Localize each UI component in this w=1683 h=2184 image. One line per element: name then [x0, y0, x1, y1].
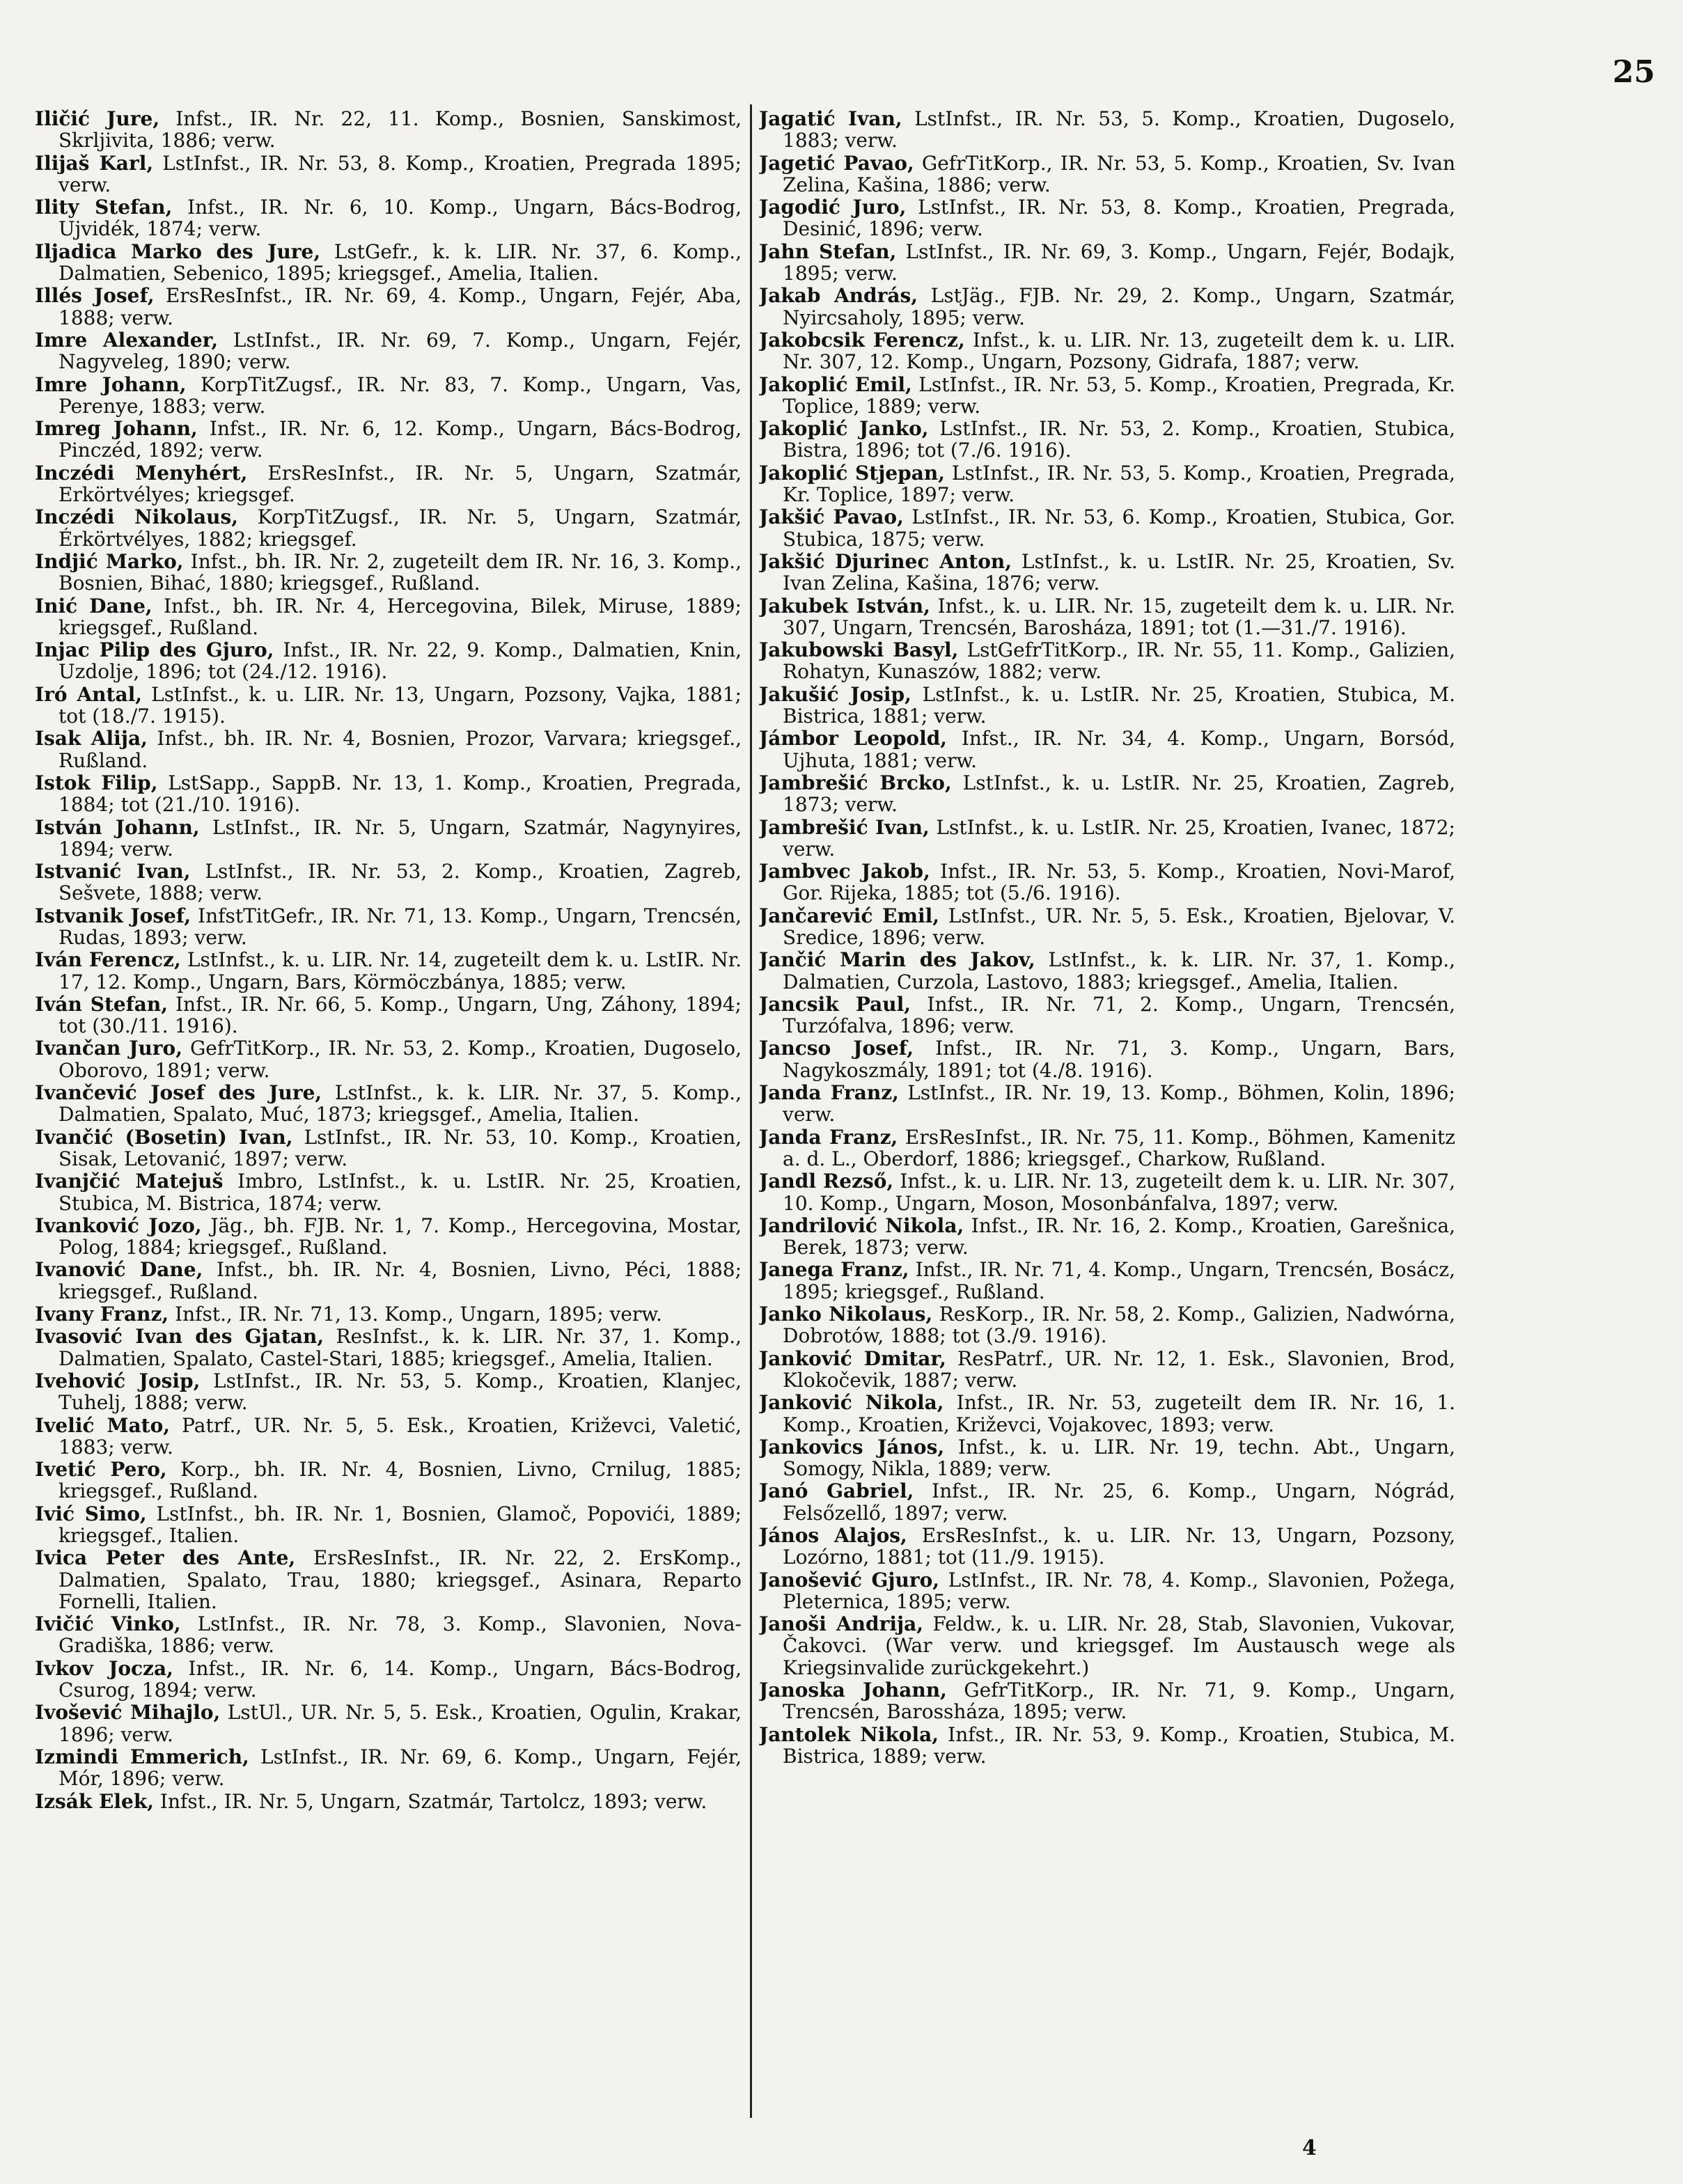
entry-details: InfstTitGefr., IR. Nr. 71, 13. Komp., Ungarn, Trencsén, Rudas, 1893; verw.	[58, 904, 742, 949]
list-entry	[35, 241, 742, 285]
entry-name: Isak Alija,	[35, 727, 148, 751]
entry-details: ErsResInfst., IR. Nr. 22, 2. ErsKomp., Dalmatien, Spalato, Trau, 1880; kriegsgef., Asinara, Reparto Fornelli, Italien.	[58, 1546, 742, 1613]
entry-name: Jambvec Jakob,	[759, 860, 930, 883]
list-entry	[35, 1082, 742, 1126]
entry-name: Ivanjčić Matejuš	[35, 1170, 224, 1193]
entry-details: Infst., IR. Nr. 71, 3. Komp., Ungarn, Bars, Nagykoszmály, 1891; tot (4./8. 1916).	[783, 1037, 1455, 1082]
entry-details: ErsResInfst., IR. Nr. 75, 11. Komp., Böhmen, Kamenitz a. d. L., Oberdorf, 1886; kriegsgef., Charkow, Rußland.	[783, 1125, 1455, 1170]
entry-name: Injac Pilip des Gjuro,	[35, 638, 274, 662]
entry-details: LstJäg., FJB. Nr. 29, 2. Komp., Ungarn, Szatmár, Nyircsaholy, 1895; verw.	[783, 284, 1455, 329]
entry-name: Inczédi Menyhért,	[35, 461, 248, 485]
entry-details: KorpTitZugsf., IR. Nr. 83, 7. Komp., Ungarn, Vas, Perenye, 1883; verw.	[58, 372, 742, 418]
entry-name: Janda Franz,	[759, 1125, 898, 1149]
list-entry	[759, 1348, 1455, 1392]
entry-details: GefrTitKorp., IR. Nr. 71, 9. Komp., Ungarn, Trencsén, Barossháza, 1895; verw.	[783, 1679, 1455, 1724]
list-entry	[35, 1613, 742, 1657]
list-entry	[35, 684, 742, 728]
list-entry	[35, 108, 742, 152]
entry-name: Istvanić Ivan,	[35, 860, 191, 883]
list-entry	[759, 1480, 1455, 1524]
entry-details: ErsResInfst., IR. Nr. 69, 4. Komp., Ungarn, Fejér, Aba, 1888; verw.	[58, 284, 742, 329]
entry-details: Infst., IR. Nr. 66, 5. Komp., Ungarn, Ung, Záhony, 1894; tot (30./11. 1916).	[58, 992, 742, 1038]
list-entry	[759, 949, 1455, 993]
entry-details: Infst., IR. Nr. 53, 5. Komp., Kroatien, Novi-Marof, Gor. Rijeka, 1885; tot (5./6. 1916).	[783, 860, 1455, 905]
entry-name: Jambrešić Ivan,	[759, 815, 930, 839]
list-entry	[35, 196, 742, 240]
list-entry	[35, 1791, 742, 1812]
list-entry	[35, 1459, 742, 1502]
entry-name: Jakušić Josip,	[759, 682, 911, 706]
left-column	[35, 108, 742, 2135]
entry-details: LstGefr., k. k. LIR. Nr. 37, 6. Komp., Dalmatien, Sebenico, 1895; kriegsgef., Amelia, Italien.	[58, 239, 742, 285]
entry-name: Iván Ferencz,	[35, 948, 181, 972]
list-entry	[759, 108, 1455, 152]
entry-details: LstInfst., IR. Nr. 53, 5. Komp., Kroatien, Pregrada, Kr. Toplice, 1897; verw.	[783, 461, 1455, 507]
entry-details: Infst., IR. Nr. 16, 2. Komp., Kroatien, Garešnica, Berek, 1873; verw.	[783, 1213, 1455, 1259]
entry-details: Infst., bh. IR. Nr. 2, zugeteilt dem IR. Nr. 16, 3. Komp., Bosnien, Bihać, 1880; kriegsgef., Rußland.	[58, 549, 742, 595]
entry-name: Ilijaš Karl,	[35, 151, 154, 175]
entry-details: LstInfst., k. u. LIR. Nr. 14, zugeteilt dem k. u. LstIR. Nr. 17, 12. Komp., Ungarn, Bars, Körmöczbánya, 1885; verw.	[58, 948, 742, 993]
list-entry	[759, 993, 1455, 1037]
list-entry	[759, 1303, 1455, 1347]
list-entry	[35, 1658, 742, 1702]
entry-name: Iró Antal,	[35, 682, 142, 706]
list-entry	[35, 551, 742, 595]
list-entry	[759, 1215, 1455, 1259]
entry-name: Izsák Elek,	[35, 1789, 154, 1813]
entry-name: Jagatić Ivan,	[759, 108, 902, 130]
entry-details: LstInfst., IR. Nr. 78, 4. Komp., Slavonien, Požega, Pleternica, 1895; verw.	[783, 1568, 1455, 1613]
entry-details: Infst., IR. Nr. 25, 6. Komp., Ungarn, Nógrád, Felsőzellő, 1897; verw.	[783, 1479, 1455, 1525]
entry-details: Infst., IR. Nr. 6, 14. Komp., Ungarn, Bács-Bodrog, Csurog, 1894; verw.	[58, 1656, 742, 1702]
entry-name: Ivančević Josef des Jure,	[35, 1081, 322, 1105]
entry-name: Jahn Stefan,	[759, 239, 897, 263]
entry-details: Feldw., k. u. LIR. Nr. 28, Stab, Slavonien, Vukovar, Čakovci. (War verw. und kriegsgef. Im Austausch wege als Kriegsinvalide zurückgekehrt.)	[783, 1612, 1455, 1679]
entry-details: LstInfst., IR. Nr. 53, 5. Komp., Kroatien, Dugoselo, 1883; verw.	[783, 108, 1455, 152]
entry-details: LstInfst., IR. Nr. 53, 8. Komp., Kroatien, Pregrada, Desinić, 1896; verw.	[783, 196, 1455, 241]
entry-details: ErsResInfst., IR. Nr. 5, Ungarn, Szatmár, Erkörtvélyes; kriegsgef.	[58, 461, 742, 507]
entry-details: LstInfst., k. k. LIR. Nr. 37, 1. Komp., Dalmatien, Curzola, Lastovo, 1883; kriegsgef., Amelia, Italien.	[783, 948, 1455, 993]
entry-name: Jagodić Juro,	[759, 196, 907, 219]
entry-name: Ivkov Jocza,	[35, 1656, 173, 1680]
entry-name: Imre Johann,	[35, 372, 187, 396]
entry-name: Ivančić (Bosetin) Ivan,	[35, 1125, 293, 1149]
list-entry	[759, 329, 1455, 373]
entry-name: Jakoplić Emil,	[759, 372, 912, 396]
entry-details: LstInfst., IR. Nr. 53, 5. Komp., Kroatien, Pregrada, Kr. Toplice, 1889; verw.	[783, 372, 1455, 418]
entry-name: Ility Stefan,	[35, 196, 173, 219]
entry-details: Jäg., bh. FJB. Nr. 1, 7. Komp., Hercegovina, Mostar, Polog, 1884; kriegsgef., Rußland.	[58, 1213, 742, 1259]
entry-name: Jandrilović Nikola,	[759, 1213, 964, 1237]
entry-details: Infst., IR. Nr. 6, 12. Komp., Ungarn, Bács-Bodrog, Pinczéd, 1892; verw.	[58, 417, 742, 462]
list-entry	[35, 1370, 742, 1414]
list-entry	[759, 152, 1455, 196]
entry-details: Imbro, LstInfst., k. u. LstIR. Nr. 25, Kroatien, Stubica, M. Bistrica, 1874; verw.	[58, 1170, 742, 1215]
list-entry	[759, 861, 1455, 904]
entry-name: Ivanković Jozo,	[35, 1213, 202, 1237]
entry-details: LstInfst., IR. Nr. 53, 6. Komp., Kroatien, Stubica, Gor. Stubica, 1875; verw.	[783, 505, 1455, 551]
entry-name: Janošević Gjuro,	[759, 1568, 940, 1592]
list-entry	[759, 1525, 1455, 1569]
entry-details: Infst., k. u. LIR. Nr. 15, zugeteilt dem k. u. LIR. Nr. 307, Ungarn, Trencsén, Barosháza, 1891; tot (1.—31./7. 1916).	[783, 594, 1455, 639]
entry-name: Ivić Simo,	[35, 1502, 147, 1525]
signature-mark: 4	[1302, 2136, 1317, 2160]
entry-name: Ivošević Mihajlo,	[35, 1701, 221, 1725]
entry-details: LstInfst., IR. Nr. 53, 8. Komp., Kroatien, Pregrada 1895; verw.	[58, 151, 742, 196]
entry-name: Ivasović Ivan des Gjatan,	[35, 1325, 324, 1349]
entry-details: LstInfst., IR. Nr. 69, 6. Komp., Ungarn, Fejér, Mór, 1896; verw.	[58, 1745, 742, 1791]
entry-name: Inczédi Nikolaus,	[35, 505, 238, 529]
entry-details: LstUl., UR. Nr. 5, 5. Esk., Kroatien, Ogulin, Krakar, 1896; verw.	[58, 1701, 742, 1746]
list-entry	[759, 1724, 1455, 1768]
entry-name: Jakoplić Janko,	[759, 417, 929, 441]
entry-name: Jakšić Djurinec Anton,	[759, 549, 1012, 573]
list-entry	[759, 1392, 1455, 1436]
list-entry	[759, 1037, 1455, 1081]
entry-details: LstInfst., IR. Nr. 53, 2. Komp., Kroatien, Zagreb, Sešvete, 1888; verw.	[58, 860, 742, 905]
entry-details: LstSapp., SappB. Nr. 13, 1. Komp., Kroatien, Pregrada, 1884; tot (21./10. 1916).	[58, 771, 742, 817]
entry-details: LstInfst., k. u. LstIR. Nr. 25, Kroatien, Sv. Ivan Zelina, Kašina, 1876; verw.	[783, 549, 1455, 595]
entry-name: Iljadica Marko des Jure,	[35, 239, 321, 263]
entry-name: Jakubowski Basyl,	[759, 638, 959, 662]
list-entry	[35, 329, 742, 373]
entry-details: LstInfst., IR. Nr. 69, 7. Komp., Ungarn, Fejér, Nagyveleg, 1890; verw.	[58, 328, 742, 374]
entry-name: Indjić Marko,	[35, 549, 184, 573]
entry-name: Jandl Rezső,	[759, 1170, 894, 1193]
list-entry	[759, 196, 1455, 240]
entry-details: GefrTitKorp., IR. Nr. 53, 5. Komp., Kroatien, Sv. Ivan Zelina, Kašina, 1886; verw.	[783, 151, 1455, 196]
list-entry	[759, 462, 1455, 506]
list-entry	[759, 905, 1455, 949]
entry-details: LstInfst., IR. Nr. 5, Ungarn, Szatmár, Nagynyires, 1894; verw.	[58, 815, 742, 861]
list-entry	[35, 949, 742, 993]
list-entry	[759, 241, 1455, 285]
list-entry	[759, 506, 1455, 550]
entry-name: Iván Stefan,	[35, 992, 168, 1016]
list-entry	[759, 728, 1455, 771]
entry-name: István Johann,	[35, 815, 200, 839]
entry-details: LstGefrTitKorp., IR. Nr. 55, 11. Komp., Galizien, Rohatyn, Kunaszów, 1882; verw.	[783, 638, 1455, 684]
list-entry	[759, 1259, 1455, 1303]
entry-details: LstInfst., k. u. LstIR. Nr. 25, Kroatien, Ivanec, 1872; verw.	[783, 815, 1455, 861]
list-entry	[759, 1679, 1455, 1723]
entry-details: LstInfst., IR. Nr. 69, 3. Komp., Ungarn, Fejér, Bodajk, 1895; verw.	[783, 239, 1455, 285]
entry-name: Janković Nikola,	[759, 1391, 944, 1415]
entry-details: KorpTitZugsf., IR. Nr. 5, Ungarn, Szatmár, Érkörtvélyes, 1882; kriegsgef.	[58, 505, 742, 551]
list-entry	[759, 1569, 1455, 1613]
entry-name: Janoska Johann,	[759, 1679, 947, 1702]
entry-details: LstInfst., bh. IR. Nr. 1, Bosnien, Glamoč, Popovići, 1889; kriegsgef., Italien.	[58, 1502, 742, 1547]
entry-details: Infst., IR. Nr. 71, 13. Komp., Ungarn, 1895; verw.	[169, 1303, 662, 1326]
list-entry	[759, 1126, 1455, 1170]
entry-name: Janega Franz,	[759, 1258, 909, 1282]
list-entry	[759, 639, 1455, 683]
entry-name: Ivančan Juro,	[35, 1037, 182, 1060]
list-entry	[35, 1126, 742, 1170]
list-entry	[35, 861, 742, 904]
list-entry	[35, 1746, 742, 1790]
entry-name: Jámbor Leopold,	[759, 727, 948, 751]
list-entry	[759, 772, 1455, 816]
entry-details: Infst., bh. IR. Nr. 4, Hercegovina, Bilek, Miruse, 1889; kriegsgef., Rußland.	[58, 594, 742, 639]
list-entry	[759, 1436, 1455, 1480]
entry-name: Izmindi Emmerich,	[35, 1745, 249, 1768]
list-entry	[35, 152, 742, 196]
entry-details: Infst., IR. Nr. 22, 9. Komp., Dalmatien, Knin, Uzdolje, 1896; tot (24./12. 1916).	[58, 638, 742, 684]
entry-name: Inić Dane,	[35, 594, 152, 618]
list-entry	[35, 1326, 742, 1369]
list-entry	[759, 418, 1455, 462]
entry-name: Jakubek István,	[759, 594, 930, 618]
entry-name: Ivany Franz,	[35, 1303, 169, 1326]
entry-name: Ivanović Dane,	[35, 1258, 203, 1282]
list-entry	[35, 462, 742, 506]
entry-name: Iličić Jure,	[35, 108, 160, 130]
list-entry	[35, 418, 742, 462]
entry-details: ResInfst., k. k. LIR. Nr. 37, 1. Komp., Dalmatien, Spalato, Castel-Stari, 1885; kriegsgef., Amelia, Italien.	[58, 1325, 742, 1370]
list-entry	[35, 1702, 742, 1745]
column-divider	[750, 104, 752, 2118]
list-entry	[35, 1037, 742, 1081]
list-entry	[35, 1547, 742, 1612]
entry-name: Jakoplić Stjepan,	[759, 461, 945, 485]
entry-details: Infst., bh. IR. Nr. 4, Bosnien, Livno, Péci, 1888; kriegsgef., Rußland.	[58, 1258, 742, 1303]
entry-name: Jančić Marin des Jakov,	[759, 948, 1035, 972]
entry-details: LstInfst., k. k. LIR. Nr. 37, 5. Komp., Dalmatien, Spalato, Muć, 1873; kriegsgef., Amelia, Italien.	[58, 1081, 742, 1126]
list-entry	[759, 1082, 1455, 1126]
entry-details: LstInfst., k. u. LstIR. Nr. 25, Kroatien, Stubica, M. Bistrica, 1881; verw.	[783, 682, 1455, 728]
list-entry	[759, 684, 1455, 728]
entry-name: Imre Alexander,	[35, 328, 219, 352]
entry-name: Jakab András,	[759, 284, 918, 308]
entry-details: Korp., bh. IR. Nr. 4, Bosnien, Livno, Crnilug, 1885; kriegsgef., Rußland.	[58, 1458, 742, 1503]
entry-details: LstInfst., IR. Nr. 53, 5. Komp., Kroatien, Klanjec, Tuhelj, 1888; verw.	[58, 1369, 742, 1415]
list-entry	[35, 1259, 742, 1303]
entry-name: Istvanik Josef,	[35, 904, 191, 927]
entry-details: ErsResInfst., k. u. LIR. Nr. 13, Ungarn, Pozsony, Lozórno, 1881; tot (11./9. 1915).	[783, 1524, 1455, 1569]
list-entry	[35, 1303, 742, 1325]
entry-details: LstInfst., UR. Nr. 5, 5. Esk., Kroatien, Bjelovar, V. Sredice, 1896; verw.	[783, 904, 1455, 949]
entry-name: Janko Nikolaus,	[759, 1303, 933, 1326]
entry-name: Jakobcsik Ferencz,	[759, 328, 965, 352]
entry-name: Janó Gabriel,	[759, 1479, 914, 1503]
entry-name: Jakšić Pavao,	[759, 505, 904, 529]
list-entry	[35, 1170, 742, 1214]
list-entry	[35, 772, 742, 816]
entry-name: Jančarević Emil,	[759, 904, 940, 927]
list-entry	[35, 506, 742, 550]
entry-name: Ivičić Vinko,	[35, 1612, 181, 1636]
entry-name: Jancsik Paul,	[759, 992, 911, 1016]
entry-details: ResPatrf., UR. Nr. 12, 1. Esk., Slavonien, Brod, Klokočevik, 1887; verw.	[783, 1346, 1455, 1392]
entry-name: János Alajos,	[759, 1524, 907, 1547]
entry-name: Janković Dmitar,	[759, 1346, 946, 1370]
entry-details: Infst., IR. Nr. 71, 4. Komp., Ungarn, Trencsén, Bosácz, 1895; kriegsgef., Rußland.	[783, 1258, 1455, 1303]
list-entry	[759, 595, 1455, 639]
entry-details: LstInfst., IR. Nr. 53, 10. Komp., Kroatien, Sisak, Letovanić, 1897; verw.	[58, 1125, 742, 1170]
entry-details: Infst., IR. Nr. 53, zugeteilt dem IR. Nr. 16, 1. Komp., Kroatien, Križevci, Vojakovec, 1893; verw.	[783, 1391, 1455, 1436]
list-entry	[35, 1503, 742, 1547]
entry-name: Ivetić Pero,	[35, 1458, 167, 1482]
entry-details: Infst., k. u. LIR. Nr. 13, zugeteilt dem k. u. LIR. Nr. 307, 10. Komp., Ungarn, Moson, Mosonbánfalva, 1897; verw.	[783, 1170, 1455, 1215]
entry-name: Ivelić Mato,	[35, 1413, 171, 1437]
right-column	[759, 108, 1455, 2135]
entry-details: LstInfst., k. u. LIR. Nr. 13, Ungarn, Pozsony, Vajka, 1881; tot (18./7. 1915).	[58, 682, 742, 728]
entry-name: Imreg Johann,	[35, 417, 198, 441]
entry-name: Jantolek Nikola,	[759, 1722, 939, 1746]
list-entry	[35, 1415, 742, 1459]
entry-name: Jankovics János,	[759, 1435, 945, 1459]
entry-details: GefrTitKorp., IR. Nr. 53, 2. Komp., Kroatien, Dugoselo, Oborovo, 1891; verw.	[58, 1037, 742, 1082]
list-entry	[35, 639, 742, 683]
entry-name: Istok Filip,	[35, 771, 158, 794]
page-number: 25	[1612, 54, 1655, 90]
entry-name: Janoši Andrija,	[759, 1612, 924, 1636]
list-entry	[35, 595, 742, 639]
list-entry	[35, 374, 742, 418]
entry-details: Infst., IR. Nr. 5, Ungarn, Szatmár, Tartolcz, 1893; verw.	[154, 1789, 707, 1813]
list-entry	[35, 817, 742, 861]
list-entry	[759, 551, 1455, 595]
entry-details: Infst., IR. Nr. 22, 11. Komp., Bosnien, Sanskimost, Skrljivita, 1886; verw.	[58, 108, 742, 152]
entry-details: Infst., k. u. LIR. Nr. 19, techn. Abt., Ungarn, Somogy, Nikla, 1889; verw.	[783, 1435, 1455, 1481]
entry-details: LstInfst., IR. Nr. 78, 3. Komp., Slavonien, Nova-Gradiška, 1886; verw.	[58, 1612, 742, 1658]
entry-name: Ivehović Josip,	[35, 1369, 201, 1392]
entry-details: LstInfst., k. u. LstIR. Nr. 25, Kroatien, Zagreb, 1873; verw.	[783, 771, 1455, 817]
entry-name: Janda Franz,	[759, 1081, 899, 1105]
list-entry	[759, 1613, 1455, 1679]
entry-details: LstInfst., IR. Nr. 19, 13. Komp., Böhmen, Kolin, 1896; verw.	[783, 1081, 1455, 1126]
list-entry	[35, 1215, 742, 1259]
entry-name: Jagetić Pavao,	[759, 151, 914, 175]
list-entry	[759, 374, 1455, 418]
entry-name: Jambrešić Brcko,	[759, 771, 952, 794]
entry-details: Patrf., UR. Nr. 5, 5. Esk., Kroatien, Križevci, Valetić, 1883; verw.	[58, 1413, 742, 1459]
entry-details: LstInfst., IR. Nr. 53, 2. Komp., Kroatien, Stubica, Bistra, 1896; tot (7./6. 1916).	[783, 417, 1455, 462]
list-entry	[35, 728, 742, 771]
list-entry	[35, 285, 742, 329]
entry-details: Infst., IR. Nr. 71, 2. Komp., Ungarn, Trencsén, Turzófalva, 1896; verw.	[783, 992, 1455, 1038]
entry-details: ResKorp., IR. Nr. 58, 2. Komp., Galizien, Nadwórna, Dobrotów, 1888; tot (3./9. 1916).	[783, 1303, 1455, 1348]
entry-details: Infst., bh. IR. Nr. 4, Bosnien, Prozor, Varvara; kriegsgef., Rußland.	[58, 727, 742, 772]
entry-name: Ivica Peter des Ante,	[35, 1546, 296, 1570]
list-entry	[759, 285, 1455, 329]
entry-details: Infst., IR. Nr. 34, 4. Komp., Ungarn, Borsód, Ujhuta, 1881; verw.	[783, 727, 1455, 772]
entry-details: Infst., IR. Nr. 53, 9. Komp., Kroatien, Stubica, M. Bistrica, 1889; verw.	[783, 1722, 1455, 1768]
list-entry	[759, 817, 1455, 861]
entry-name: Jancso Josef,	[759, 1037, 914, 1060]
entry-details: Infst., IR. Nr. 6, 10. Komp., Ungarn, Bács-Bodrog, Ujvidék, 1874; verw.	[58, 196, 742, 241]
list-entry	[35, 905, 742, 949]
list-entry	[759, 1170, 1455, 1214]
entry-name: Illés Josef,	[35, 284, 155, 308]
entry-details: Infst., k. u. LIR. Nr. 13, zugeteilt dem k. u. LIR. Nr. 307, 12. Komp., Ungarn, Pozsony, Gidrafa, 1887; verw.	[783, 328, 1455, 374]
list-entry	[35, 993, 742, 1037]
